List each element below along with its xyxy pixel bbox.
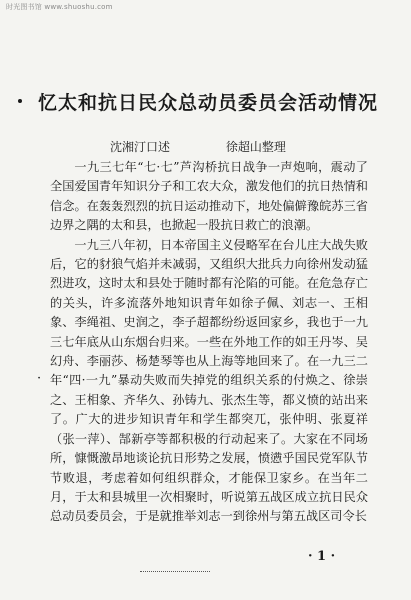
margin-mark: · (37, 371, 42, 386)
paragraph: 一九三七年“七·七”芦沟桥抗日战争一声炮响，震动了全国爱国青年知识分子和工农大众，激发他们的抗日热情和信念。在轰轰烈烈的抗日运动推动下，地处偏僻豫皖苏三省边界之隅的太和县，也掀起一股抗日救亡的浪潮。 (50, 160, 368, 233)
editor-credit: 徐超山整理 (225, 140, 286, 154)
page-number: · 1 · (308, 549, 336, 564)
article-body (50, 158, 368, 527)
article-title: 忆太和抗日民众总动员委员会活动情况 (37, 92, 378, 114)
narrator-credit: 沈湘汀口述 (110, 140, 171, 154)
byline (110, 138, 286, 155)
paragraph: 一九三八年初，日本帝国主义侵略军在台儿庄大战失败后，它的豺狼气焰并未减弱，又组织大批兵力向徐州发动猛烈进攻，这时太和县处于随时都有沦陷的可能。在危急存亡的关头，许多流落外地知识青年如徐子佩、刘志一、王相象、李绳祖、史润之，李子超都纷纷返回家乡，我也于一九三七年底从山东烟台归来。一些在外地工作的如王丹岑、吴幻舟、李丽莎、杨楚琴等也从上海等地回来了。在一九三二年“四·一九”暴动失败而失掉党的组织关系的付焕之、徐崇之、王相象、齐华久、孙铸九、张杰生等，都义愤的站出来了。广大的进步知识青年和学生都突兀，张仲明、张夏祥（张一萍）、郜新亭等都积极的行动起来了。大家在不同场所，慷慨激昂地谈论抗日形势之发展，愤懑乎国民党军队节节败退，考虑着如何组织群众，才能保卫家乡。在当年二月，于太和县城里一次相聚时，听说第五战区成立抗日民众总动员委员会，于是就推举刘志一到徐州与第五战区司令长 (50, 237, 368, 524)
watermark: 时光图书馆 www.shuoshu.com (6, 3, 113, 11)
title-bullet (18, 99, 22, 103)
bottom-rule (140, 571, 210, 572)
